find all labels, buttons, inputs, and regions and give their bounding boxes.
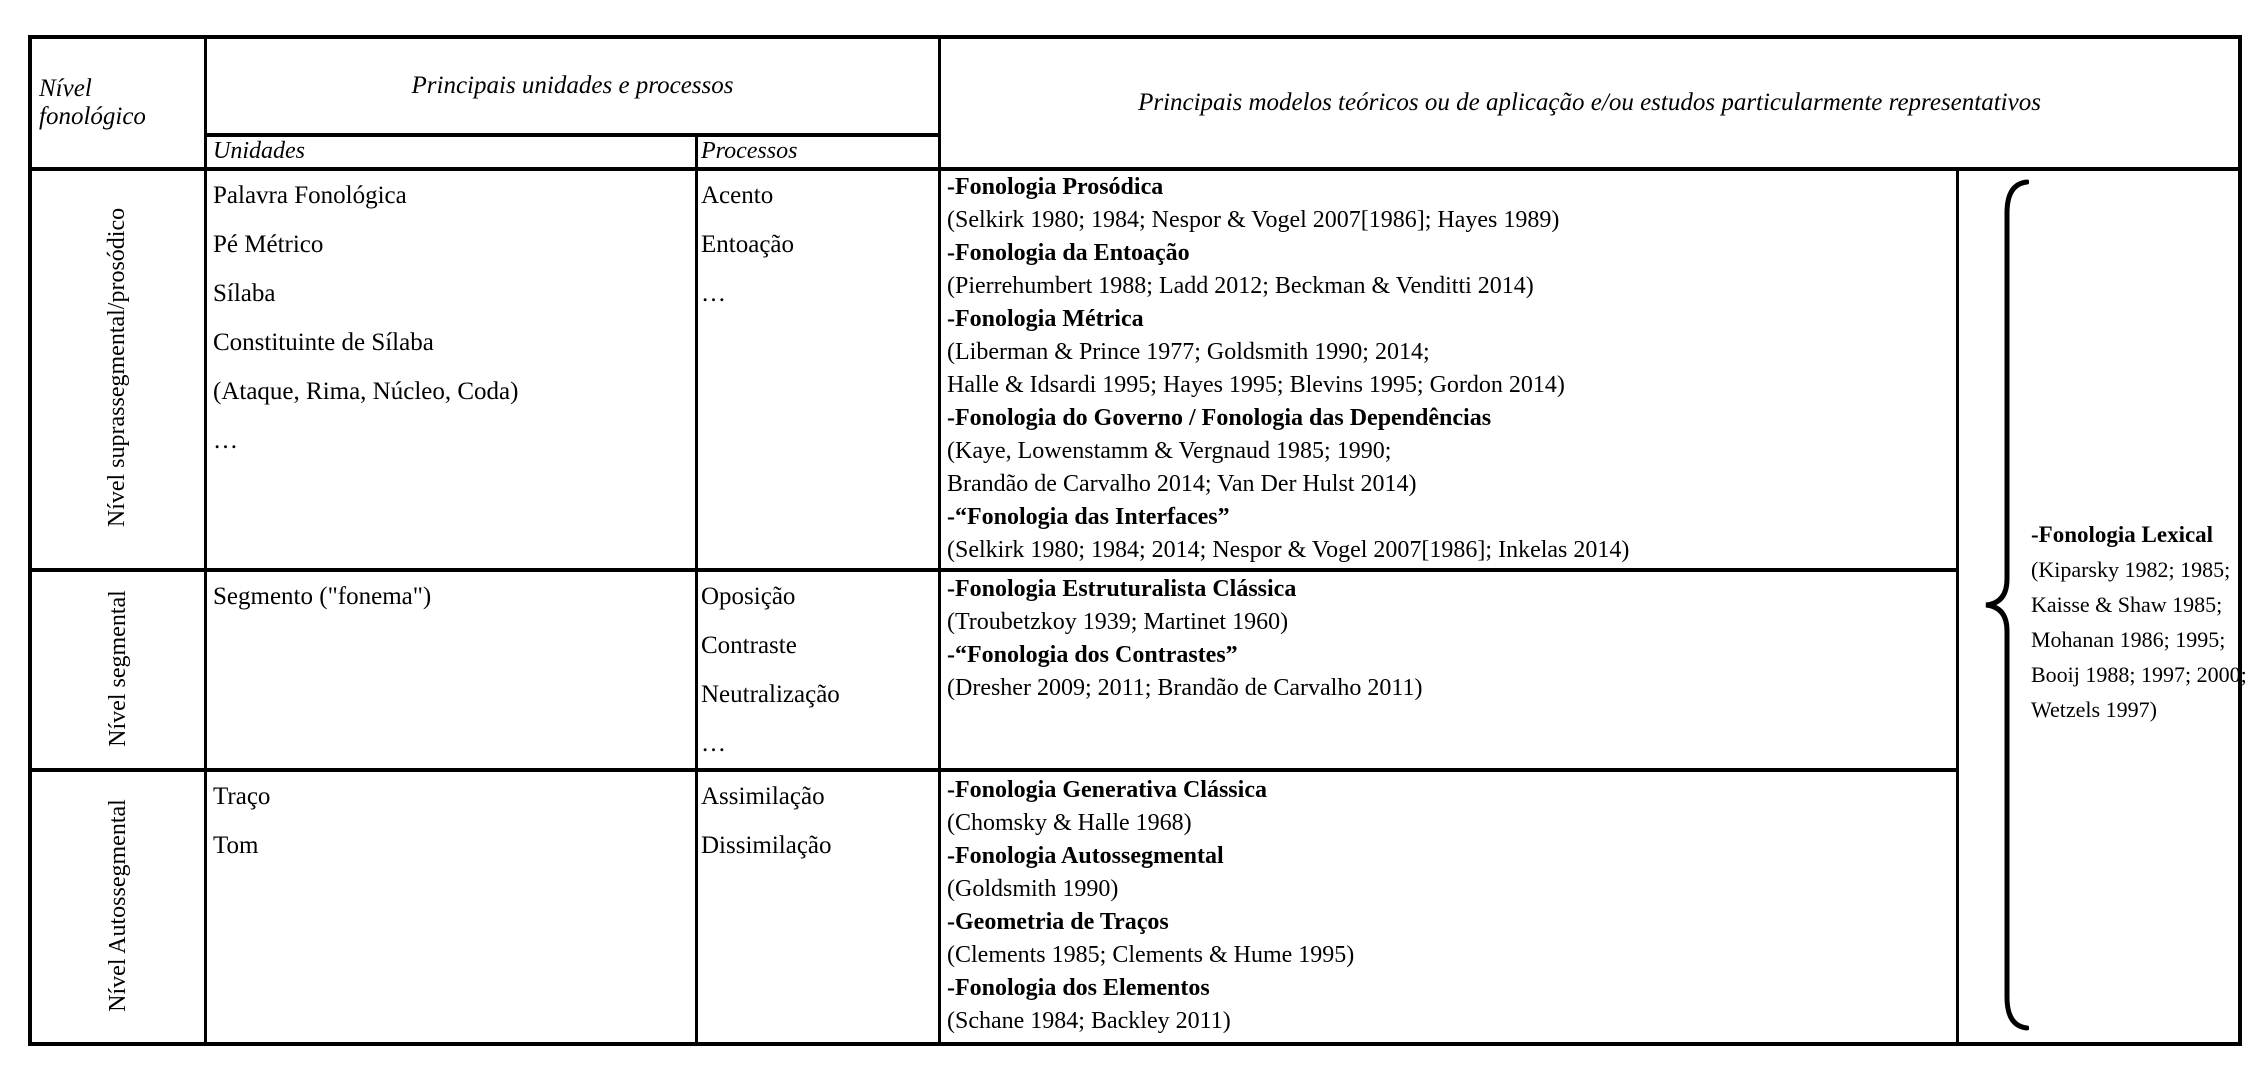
table-line: (Goldsmith 1990) bbox=[947, 876, 1119, 902]
table-line: -Fonologia Prosódica bbox=[947, 174, 1164, 200]
table-line: (Chomsky & Halle 1968) bbox=[947, 810, 1192, 836]
table-line: (Pierrehumbert 1988; Ladd 2012; Beckman & Venditti 2014) bbox=[947, 273, 1534, 299]
processes-list-row2 bbox=[701, 572, 933, 768]
table-line: -Fonologia Estruturalista Clássica bbox=[947, 576, 1297, 602]
table-line: (Schane 1984; Backley 2011) bbox=[947, 1008, 1231, 1034]
units-list-row3 bbox=[213, 772, 688, 870]
table-line: (Selkirk 1980; 1984; 2014; Nespor & Vogel 2007[1986]; Inkelas 2014) bbox=[947, 537, 1630, 563]
curly-brace bbox=[1981, 179, 2029, 1031]
table-line: -Fonologia Autossegmental bbox=[947, 843, 1224, 869]
table-line: -Fonologia dos Elementos bbox=[947, 975, 1210, 1001]
table-line: (Dresher 2009; 2011; Brandão de Carvalho 2011) bbox=[947, 675, 1423, 701]
table-line: Segmento ("fonema") bbox=[213, 583, 432, 610]
models-list-row1 bbox=[947, 171, 1952, 567]
row-label-text: Nível suprassegmental/prosódico bbox=[104, 207, 131, 528]
table-line: -Fonologia Métrica bbox=[947, 306, 1144, 332]
table-line: Brandão de Carvalho 2014; Van Der Hulst 2014) bbox=[947, 471, 1417, 497]
table-line: -Fonologia da Entoação bbox=[947, 240, 1190, 266]
table-line: (Liberman & Prince 1977; Goldsmith 1990; 2014; bbox=[947, 339, 1430, 365]
lexical-phonology-refs bbox=[2031, 552, 2247, 727]
row-label-autosegmental bbox=[32, 768, 204, 1042]
header-models-column: Principais modelos teóricos ou de aplicação e/ou estudos particularmente representativos bbox=[1138, 89, 2041, 116]
table-line: … bbox=[701, 730, 726, 757]
table-line: Traço bbox=[213, 783, 271, 810]
lexical-phonology-cell bbox=[1959, 167, 2247, 1042]
row-label-suprasegmental bbox=[32, 167, 204, 568]
column-divider bbox=[938, 39, 941, 1042]
table-line: Oposição bbox=[701, 583, 796, 610]
table-line: Booij 1988; 1997; 2000; bbox=[2031, 662, 2247, 687]
table-line: Mohanan 1986; 1995; bbox=[2031, 627, 2226, 652]
column-divider bbox=[695, 133, 698, 1042]
table-line: Tom bbox=[213, 832, 259, 859]
header-sub-units: Unidades bbox=[213, 138, 305, 164]
units-list-row2 bbox=[213, 572, 688, 621]
table-line: -Fonologia do Governo / Fonologia das Dependências bbox=[947, 405, 1492, 431]
column-divider bbox=[204, 39, 207, 1042]
table-line: -Fonologia Generativa Clássica bbox=[947, 777, 1267, 803]
table-line: (Selkirk 1980; 1984; Nespor & Vogel 2007[1986]; Hayes 1989) bbox=[947, 207, 1560, 233]
lexical-phonology-title: -Fonologia Lexical bbox=[2031, 522, 2214, 547]
table-line: (Clements 1985; Clements & Hume 1995) bbox=[947, 942, 1355, 968]
table-line: Constituinte de Sílaba bbox=[213, 329, 434, 356]
header-sub-processes: Processos bbox=[701, 138, 798, 164]
row-label-text: Nível Autossegmental bbox=[104, 798, 131, 1012]
header-level-column: Nível fonológico bbox=[39, 75, 146, 130]
table-line: … bbox=[213, 427, 238, 454]
table-line: -“Fonologia dos Contrastes” bbox=[947, 642, 1238, 668]
table-line: Entoação bbox=[701, 231, 795, 258]
table-line: Halle & Idsardi 1995; Hayes 1995; Blevins 1995; Gordon 2014) bbox=[947, 372, 1565, 398]
row-label-text: Nível segmental bbox=[104, 589, 131, 747]
processes-list-row1 bbox=[701, 171, 933, 318]
table-line: Assimilação bbox=[701, 783, 825, 810]
table-line: Pé Métrico bbox=[213, 231, 324, 258]
table-line: Acento bbox=[701, 182, 774, 209]
lexical-phonology-block bbox=[2031, 517, 2247, 727]
table-line: Dissimilação bbox=[701, 832, 832, 859]
table-line: … bbox=[701, 280, 726, 307]
table-line: Neutralização bbox=[701, 681, 840, 708]
models-list-row3 bbox=[947, 774, 1952, 1038]
table-line: Sílaba bbox=[213, 280, 276, 307]
header-units-processes: Principais unidades e processos bbox=[411, 72, 734, 99]
processes-list-row3 bbox=[701, 772, 933, 870]
table-line: -Geometria de Traços bbox=[947, 909, 1169, 935]
table-line: -“Fonologia das Interfaces” bbox=[947, 504, 1230, 530]
models-list-row2 bbox=[947, 573, 1952, 705]
table-line: (Kiparsky 1982; 1985; bbox=[2031, 557, 2231, 582]
row-label-segmental bbox=[32, 568, 204, 768]
table-line: (Kaye, Lowenstamm & Vergnaud 1985; 1990; bbox=[947, 438, 1392, 464]
table-line: (Ataque, Rima, Núcleo, Coda) bbox=[213, 378, 519, 405]
phonology-levels-table bbox=[28, 35, 2247, 1046]
units-list-row1 bbox=[213, 171, 688, 465]
table-line: (Troubetzkoy 1939; Martinet 1960) bbox=[947, 609, 1289, 635]
table-line: Wetzels 1997) bbox=[2031, 697, 2157, 722]
table-line: Kaisse & Shaw 1985; bbox=[2031, 592, 2223, 617]
table-line: Palavra Fonológica bbox=[213, 182, 407, 209]
table-line: Contraste bbox=[701, 632, 797, 659]
